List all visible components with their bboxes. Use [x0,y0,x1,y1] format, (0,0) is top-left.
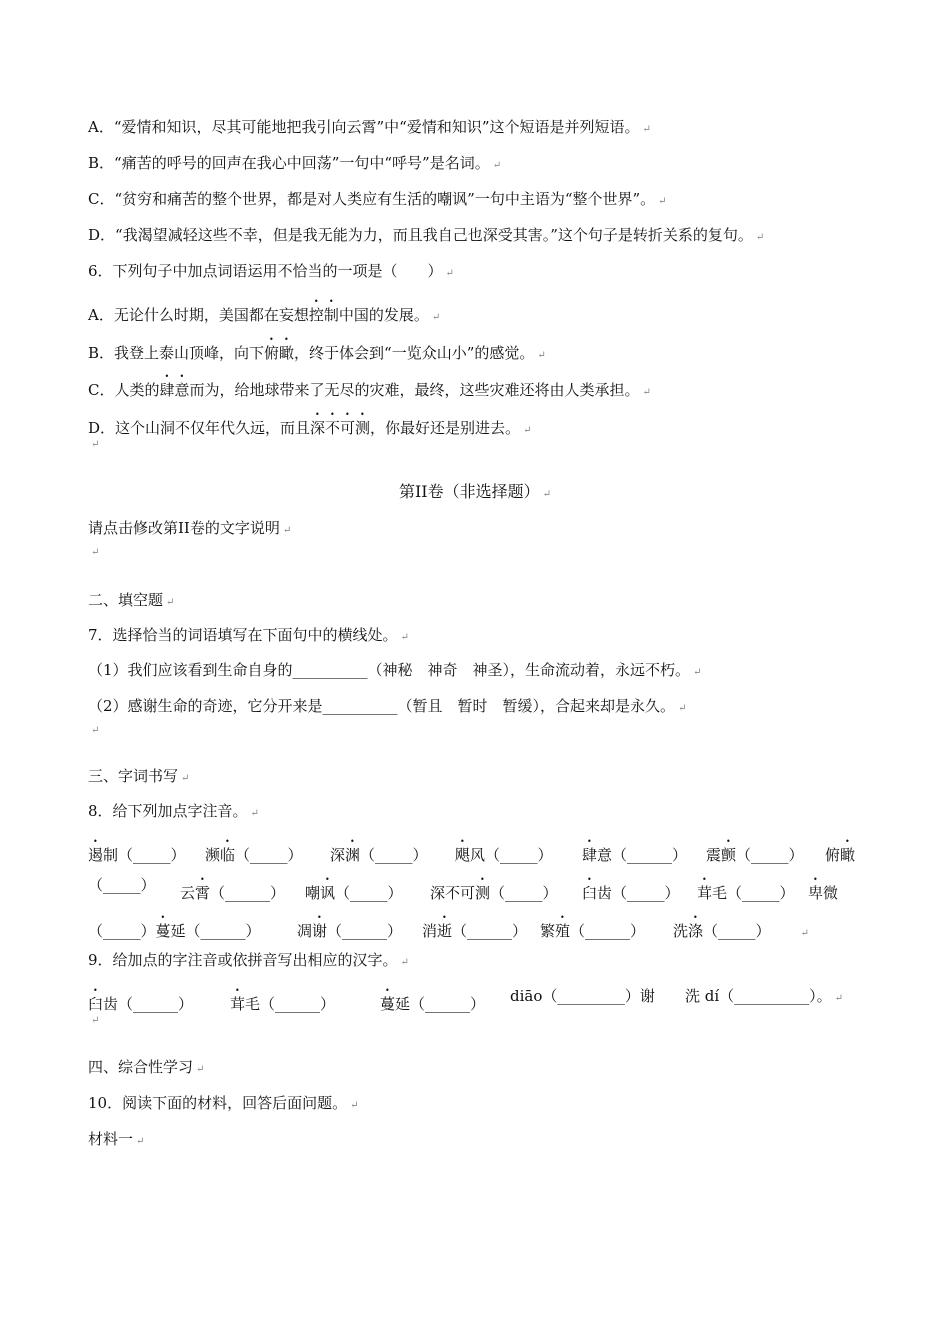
q7-item-1: （1）我们应该看到生命自身的__________（神秘 神奇 神圣），生命流动着，永远不朽。 ↵ [88,661,702,679]
pinyin-item: 臼齿（_____） [582,884,680,902]
q6-option-b: B．我登上泰山顶峰，向下俯瞰，终于体会到“一览众山小”的感觉。 ↵ [88,344,546,362]
q6-option-d: D．这个山洞不仅年代久远，而且深不可测，你最好还是别进去。 ↵ [88,419,532,437]
pinyin-item: 茸毛（_____） [697,884,795,902]
section-heading: 二、填空题 ↵ [88,591,175,609]
pinyin-item: （_____）蔓延（______） [88,922,261,940]
paragraph-mark: ↵ [91,1015,100,1026]
pinyin-item: 茸毛（______） [230,995,336,1013]
pinyin-item: 云霄（______） [180,884,286,902]
q5-option-d: D．“我渴望减轻这些不幸，但是我无能为力，而且我自己也深受其害。”这个句子是转折关系的复句。 ↵ [88,226,765,244]
paragraph-mark: ↵ [91,725,100,736]
q8-stem: 8．给下列加点字注音。 ↵ [88,802,259,820]
pinyin-item: 蔓延（______） [380,995,486,1013]
pinyin-item: （_____） [88,876,156,894]
material-label: 材料一 ↵ [88,1130,145,1148]
dotted-word: 深不可测 [310,419,371,437]
q7-stem: 7．选择恰当的词语填写在下面句中的横线处。 ↵ [88,626,409,644]
section-heading: 三、字词书写 ↵ [88,767,190,785]
section-heading: 四、综合性学习 ↵ [88,1058,205,1076]
q7-item-2: （2）感谢生命的奇迹，它分开来是__________（暂且 暂时 暂缓），合起来却是永久。 ↵ [88,697,687,715]
q5-option-b: B．“痛苦的呼号的回声在我心中回荡”一句中“呼号”是名词。 ↵ [88,154,502,172]
dotted-word: 控制 [308,306,339,324]
pinyin-item: 卑微 [808,884,839,902]
q6-option-a: A．无论什么时期，美国都在妄想控制中国的发展。 ↵ [88,306,441,324]
q9-stem: 9．给加点的字注音或依拼音写出相应的汉字。 ↵ [88,951,409,969]
paragraph-mark: ↵ [91,439,100,450]
part-two-note: 请点击修改第II卷的文字说明 ↵ [88,519,292,537]
paragraph-mark: ↵ [91,547,100,558]
part-two-title: 第II卷（非选择题） ↵ [398,482,552,501]
pinyin-item: 凋谢（______） [297,922,403,940]
pinyin-item: 深不可测（_____） [430,884,558,902]
pinyin-item: 臼齿（______） [88,995,194,1013]
pinyin-item: 深渊（_____） [330,846,428,864]
pinyin-item: 洗涤（_____） ↵ [673,922,809,940]
q5-option-c: C．“贫穷和痛苦的整个世界，都是对人类应有生活的嘲讽”一句中主语为“整个世界”。 ↵ [88,190,667,208]
q10-stem: 10．阅读下面的材料，回答后面问题。 ↵ [88,1094,359,1112]
pinyin-item: 飓风（_____） [455,846,553,864]
dotted-word: 肆意 [159,381,190,399]
pinyin-item: 肆意（______） [582,846,688,864]
pinyin-item: 嘲讽（_____） [305,884,403,902]
pinyin-item: 遏制（_____） [88,846,186,864]
q6-option-c: C．人类的肆意而为，给地球带来了无尽的灾难，最终，这些灾难还将由人类承担。 ↵ [88,381,651,399]
pinyin-item: 繁殖（______） [540,922,646,940]
pinyin-item: 俯瞰 [825,846,856,864]
q6-stem: 6．下列句子中加点词语运用不恰当的一项是（ ） ↵ [88,262,454,280]
pinyin-item: 震颤（_____） [706,846,804,864]
q5-option-a: A．“爱情和知识，尽其可能地把我引向云霄”中“爱情和知识”这个短语是并列短语。 ↵ [88,118,651,136]
pinyin-item: 濒临（_____） [205,846,303,864]
pinyin-item: diāo（_________）谢 [510,987,655,1005]
pinyin-item: 洗 dí（__________）。 ↵ [685,987,844,1005]
dotted-word: 俯瞰 [264,344,295,362]
pinyin-item: 消逝（______） [422,922,528,940]
